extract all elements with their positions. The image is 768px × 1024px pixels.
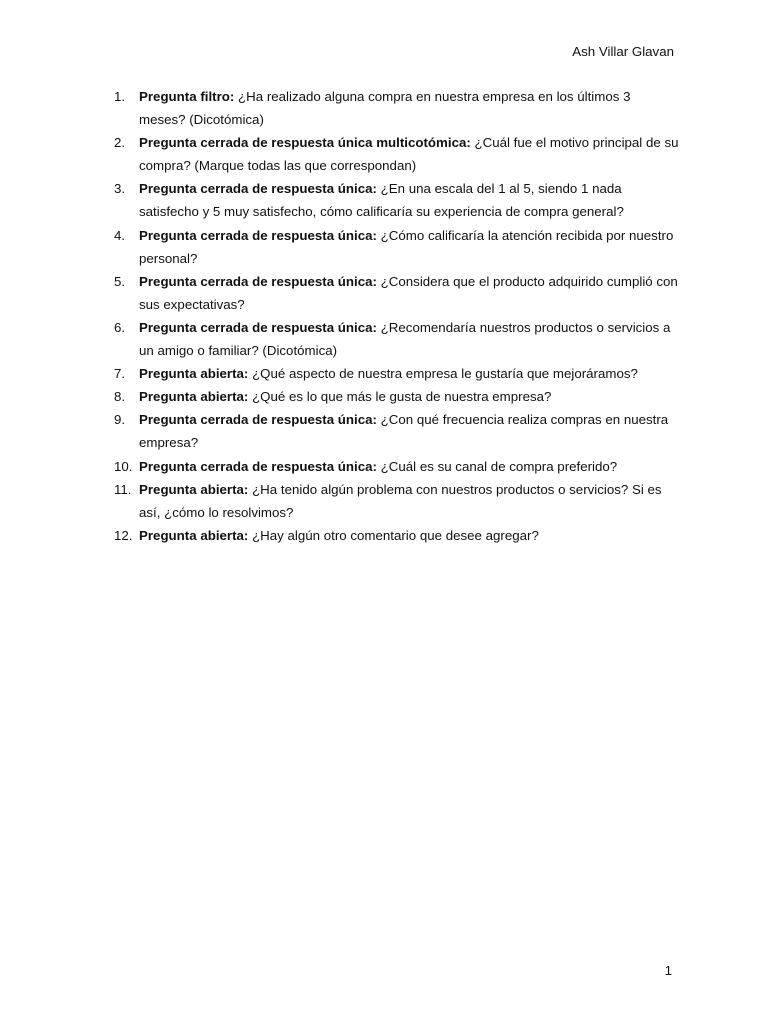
question-text: ¿Cuál fue el motivo principal de su compra? (Marque todas las que correspondan) [139, 135, 679, 174]
question-item [114, 408, 680, 454]
question-item [114, 478, 680, 524]
question-list [114, 85, 680, 547]
question-type: Pregunta abierta: [139, 481, 249, 497]
question-text: ¿Ha realizado alguna compra en nuestra empresa en los últimos 3 meses? (Dicotómica) [139, 89, 631, 128]
question-number: 10. [114, 458, 133, 474]
question-text: ¿Con qué frecuencia realiza compras en nuestra empresa? [139, 412, 669, 451]
question-text: ¿Cómo calificaría la atención recibida por nuestro personal? [139, 227, 674, 266]
question-type: Pregunta abierta: [139, 389, 249, 405]
question-text: ¿Ha tenido algún problema con nuestros productos o servicios? Si es así, ¿cómo lo resolvimos? [139, 481, 662, 520]
question-text: ¿En una escala del 1 al 5, siendo 1 nada satisfecho y 5 muy satisfecho, cómo calificaría su experiencia de compra general? [139, 181, 624, 220]
question-item [114, 455, 680, 478]
page-number: 1 [664, 963, 672, 978]
question-type: Pregunta filtro: [139, 89, 235, 104]
question-item [114, 362, 680, 385]
question-item [114, 85, 680, 131]
question-number: 12. [114, 527, 133, 543]
question-text: ¿Qué es lo que más le gusta de nuestra empresa? [252, 389, 552, 405]
question-number: 4. [114, 227, 126, 243]
question-number: 2. [114, 135, 126, 151]
question-type: Pregunta abierta: [139, 527, 249, 543]
question-number: 11. [114, 481, 132, 497]
question-item [114, 177, 680, 223]
question-number: 5. [114, 273, 126, 289]
question-item [114, 385, 680, 408]
question-type: Pregunta cerrada de respuesta única: [139, 412, 377, 428]
question-type: Pregunta cerrada de respuesta única: [139, 181, 377, 197]
question-type: Pregunta cerrada de respuesta única: [139, 227, 377, 243]
question-number: 3. [114, 181, 126, 197]
question-text: ¿Qué aspecto de nuestra empresa le gustaría que mejoráramos? [252, 366, 638, 382]
question-number: 7. [114, 366, 126, 382]
question-type: Pregunta cerrada de respuesta única: [139, 458, 377, 474]
question-item [114, 524, 680, 547]
question-type: Pregunta cerrada de respuesta única: [139, 319, 377, 335]
question-number: 1. [114, 89, 126, 104]
question-item [114, 224, 680, 270]
question-number: 6. [114, 319, 126, 335]
question-item [114, 316, 680, 362]
question-number: 9. [114, 412, 126, 428]
question-type: Pregunta cerrada de respuesta única multicotómica: [139, 135, 471, 151]
question-item [114, 270, 680, 316]
question-text: ¿Cuál es su canal de compra preferido? [380, 458, 618, 474]
question-type: Pregunta abierta: [139, 366, 249, 382]
question-number: 8. [114, 389, 126, 405]
question-text: ¿Recomendaría nuestros productos o servicios a un amigo o familiar? (Dicotómica) [139, 319, 671, 359]
question-item [114, 131, 680, 177]
question-text: ¿Considera que el producto adquirido cumplió con sus expectativas? [139, 273, 678, 312]
document-author: Ash Villar Glavan [572, 44, 674, 59]
question-text: ¿Hay algún otro comentario que desee agregar? [252, 527, 539, 543]
question-type: Pregunta cerrada de respuesta única: [139, 273, 377, 289]
